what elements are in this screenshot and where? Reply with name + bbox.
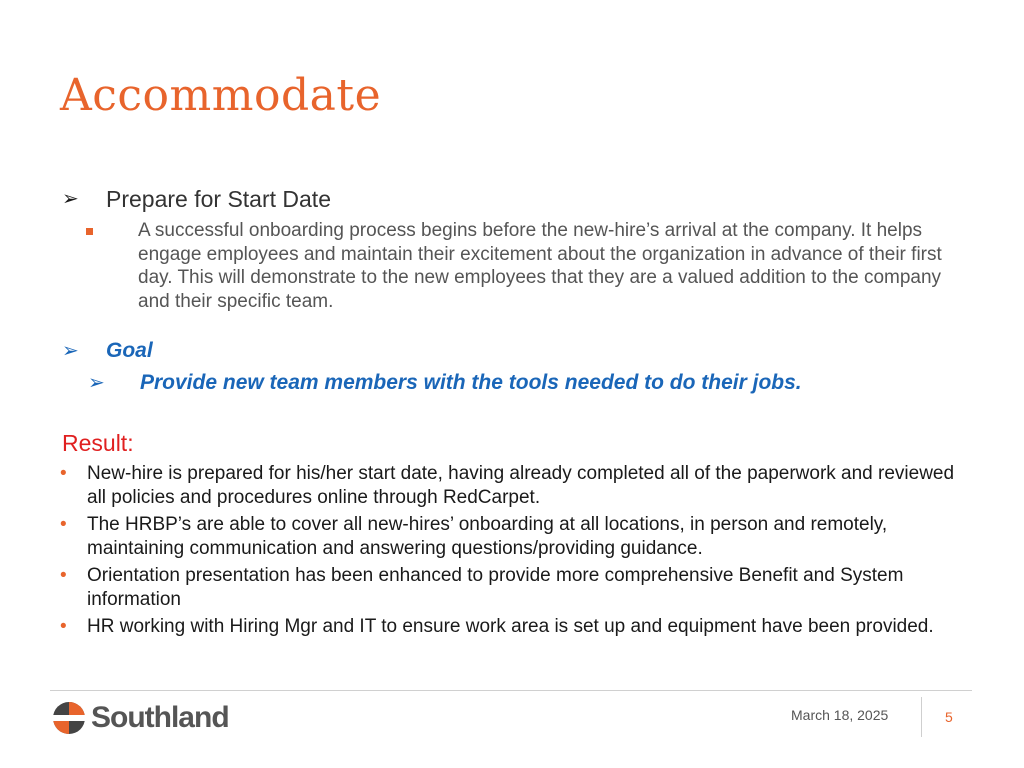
arrow-bullet-icon: ➢ [88,372,105,394]
arrow-bullet-icon: ➢ [62,188,79,210]
dot-bullet-icon: • [60,463,67,484]
southland-logo-icon [52,701,86,735]
square-bullet-icon [86,228,93,235]
result-list [60,462,960,643]
list-item: • The HRBP’s are able to cover all new-hires’ onboarding at all locations, in person and remotely, maintaining communication and answering questions/providing guidance. [60,514,888,559]
footer-separator [921,697,922,737]
list-item: • New-hire is prepared for his/her start date, having already completed all of the paperwork and reviewed all policies and procedures online through RedCarpet. [60,463,955,508]
slide-title: Accommodate [60,70,382,121]
bullet-goal [62,338,153,364]
prepare-heading: Prepare for Start Date [106,186,331,212]
bullet-prepare [62,186,331,212]
dot-bullet-icon: • [60,616,67,637]
page-number: 5 [945,709,953,725]
goal-subitem: Provide new team members with the tools needed to do their jobs. [140,371,802,394]
dot-bullet-icon: • [60,514,67,535]
arrow-bullet-icon: ➢ [62,340,79,362]
dot-bullet-icon: • [60,565,67,586]
result-heading: Result: [62,430,134,456]
list-item: • Orientation presentation has been enhanced to provide more comprehensive Benefit and System information [60,565,904,610]
list-item: • HR working with Hiring Mgr and IT to ensure work area is set up and equipment have been provided. [60,616,934,637]
goal-heading: Goal [106,339,153,362]
logo-text: Southland [91,701,229,734]
prepare-paragraph: A successful onboarding process begins before the new-hire’s arrival at the company. It helps engage employees and maintain their excitement about the organization in advance of their first day. This will demonstrate to the new employees that they are a valued addition to the company and their specific team. [138,220,942,312]
bullet-goal-sub [88,370,802,396]
footer-divider [50,690,972,691]
company-logo [52,701,229,735]
slide-date: March 18, 2025 [791,707,889,723]
